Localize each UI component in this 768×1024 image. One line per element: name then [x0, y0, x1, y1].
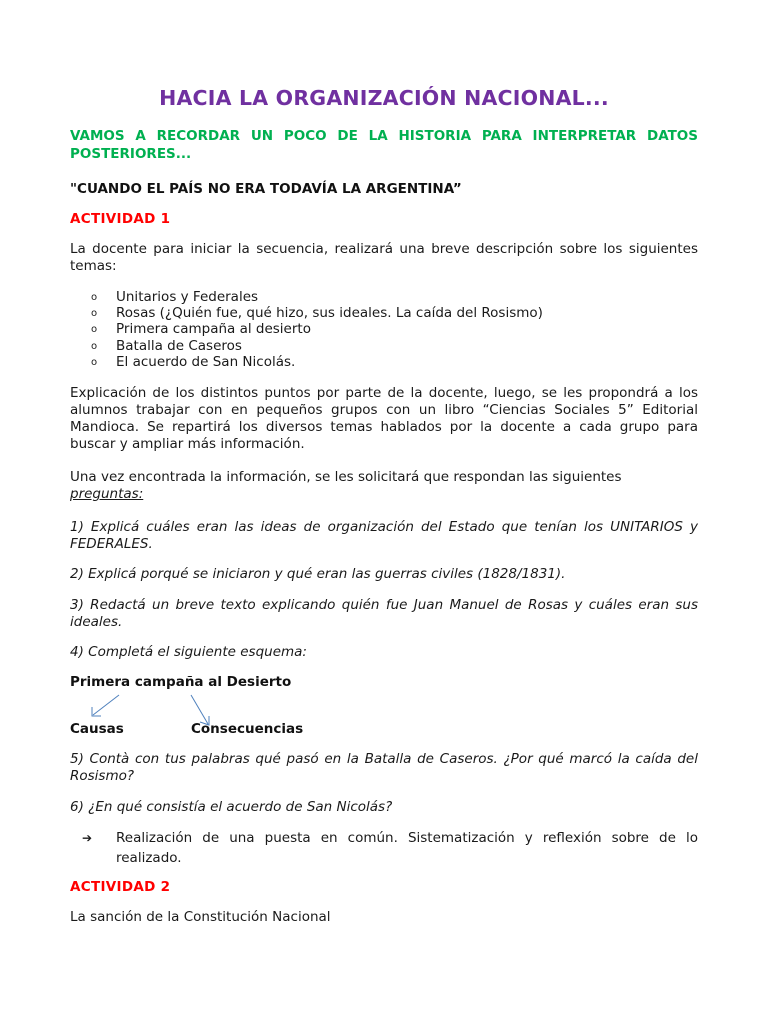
circle-bullet-icon: o: [91, 356, 98, 368]
question-2: 2) Explicá porqué se iniciaron y qué eran las guerras civiles (1828/1831).: [70, 566, 566, 582]
question-6: 6) ¿En qué consistía el acuerdo de San Nicolás?: [70, 799, 393, 815]
scheme-causes: Causas: [70, 721, 124, 737]
question-4: 4) Completá el siguiente esquema:: [70, 644, 307, 660]
arrow-right-line: [191, 695, 208, 724]
question-3: 3) Redactá un breve texto explicando quién fue Juan Manuel de Rosas y cuáles eran sus ideales.: [70, 597, 698, 630]
topics-list: [70, 289, 543, 370]
section-quote: "CUANDO EL PAÍS NO ERA TODAVÍA LA ARGENTINA”: [70, 181, 462, 197]
list-item: o Unitarios y Federales: [91, 289, 259, 305]
questions-label: preguntas:: [70, 486, 144, 502]
arrow-left-line: [93, 695, 119, 715]
document-title: HACIA LA ORGANIZACIÓN NACIONAL...: [159, 86, 609, 110]
arrow-list-item: ➔ Realización de una puesta en común. Sistematización y reflexión sobre de lo realizado.: [82, 830, 698, 866]
circle-bullet-icon: o: [91, 340, 98, 352]
list-item: o Batalla de Caseros: [91, 337, 242, 354]
list-item: o Primera campaña al desierto: [91, 321, 311, 338]
list-item: o El acuerdo de San Nicolás.: [91, 353, 296, 370]
circle-bullet-icon: o: [91, 324, 98, 336]
scheme-consequences: Consecuencias: [191, 721, 304, 737]
questions-intro: Una vez encontrada la información, se les solicitará que respondan las siguientes preguntas:: [70, 469, 622, 502]
question-5: 5) Contà con tus palabras qué pasó en la Batalla de Caseros. ¿Por qué marcó la caída del Rosismo?: [70, 751, 698, 784]
explanation-paragraph: Explicación de los distintos puntos por parte de la docente, luego, se les propondrá a los alumnos trabajar con en pequeños grupos con un libro “Ciencias Sociales 5” Editorial Mandioca. Se repartirá los diversos temas hablados por la docente a cada grupo para buscar y ampliar más información.: [70, 385, 698, 452]
circle-bullet-icon: o: [91, 308, 98, 320]
subtitle: VAMOS A RECORDAR UN POCO DE LA HISTORIA PARA INTERPRETAR DATOS POSTERIORES...: [70, 128, 698, 162]
circle-bullet-icon: o: [91, 292, 98, 303]
activity-2-heading: ACTIVIDAD 2: [70, 879, 171, 895]
scheme-title: Primera campaña al Desierto: [70, 674, 292, 690]
activity-2-text: La sanción de la Constitución Nacional: [70, 909, 331, 925]
arrow-right-icon: ➔: [82, 831, 93, 845]
activity-1-intro: La docente para iniciar la secuencia, realizará una breve descripción sobre los siguientes temas:: [70, 241, 698, 274]
question-1: 1) Explicá cuáles eran las ideas de organización del Estado que tenían los UNITARIOS y FEDERALES.: [70, 519, 698, 552]
activity-1-heading: ACTIVIDAD 1: [70, 211, 171, 227]
list-item: o Rosas (¿Quién fue, qué hizo, sus ideales. La caída del Rosismo): [91, 305, 543, 322]
